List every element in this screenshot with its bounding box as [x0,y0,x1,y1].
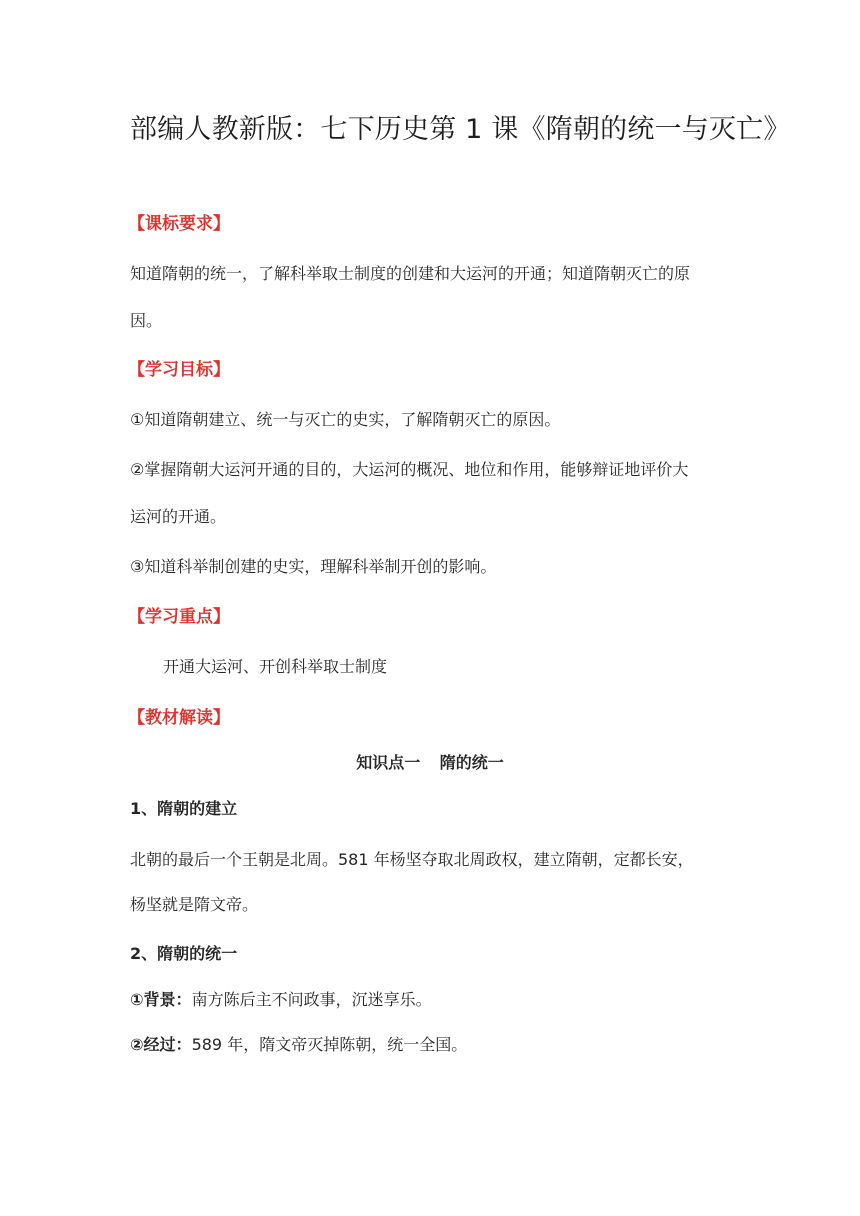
process-label: ②经过： [130,1035,192,1054]
key-points-heading: 【学习重点】 [128,607,230,627]
sub-heading-founding: 1、隋朝的建立 [130,799,238,818]
background-text: 南方陈后主不问政事，沉迷享乐。 [191,990,432,1009]
curriculum-text-line1: 知道隋朝的统一，了解科举取士制度的创建和大运河的开通；知道隋朝灭亡的原 [130,264,691,283]
sub-heading-unification: 2、隋朝的统一 [130,944,238,963]
background-label: ①背景： [130,990,192,1009]
curriculum-heading: 【课标要求】 [128,214,230,234]
key-points-text: 开通大运河、开创科举取士制度 [163,657,388,676]
textbook-heading: 【教材解读】 [128,708,230,728]
objective-item-3: ③知道科举制创建的史实，理解科举制开创的影响。 [130,557,497,576]
background-line [130,988,740,1012]
curriculum-text-line2: 因。 [130,311,163,330]
document-title: 部编人教新版：七下历史第 1 课《隋朝的统一与灭亡》 [130,114,791,145]
knowledge-point-heading: 知识点一 隋的统一 [356,753,504,772]
objective-item-1: ①知道隋朝建立、统一与灭亡的史实，了解隋朝灭亡的原因。 [130,410,561,429]
founding-text-line1: 北朝的最后一个王朝是北周。581 年杨坚夺取北周政权，建立隋朝，定都长安， [130,850,694,869]
objective-item-2-line2: 运河的开通。 [130,507,227,526]
objectives-heading: 【学习目标】 [128,360,230,380]
founding-text-line2: 杨坚就是隋文帝。 [130,895,259,914]
objective-item-2-line1: ②掌握隋朝大运河开通的目的，大运河的概况、地位和作用，能够辩证地评价大 [130,460,689,479]
process-line [130,1033,740,1057]
process-text: 589 年，隋文帝灭掉陈朝，统一全国。 [191,1035,468,1054]
